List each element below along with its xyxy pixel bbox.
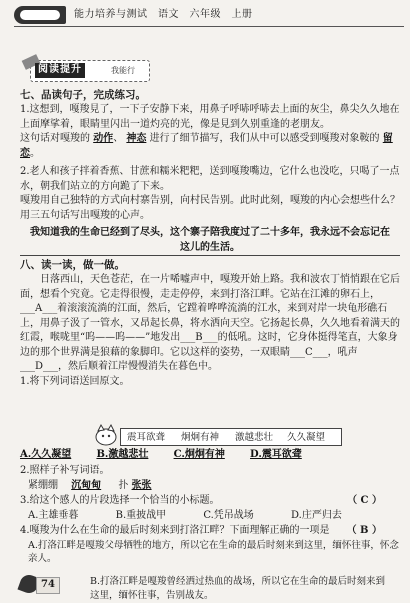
q7-answer-action: 动作 <box>93 133 114 145</box>
q7-answer-expression: 神态 <box>126 133 147 145</box>
q8-answer-b: B.激越悲壮 <box>96 449 149 460</box>
q8-item-3-answer: （ C ） <box>347 495 382 506</box>
section-tag-sub: 我能行 <box>111 66 135 75</box>
q7-answer-attachment: 留恋 <box>20 133 393 159</box>
question-8 <box>20 258 400 389</box>
question-7 <box>20 88 400 256</box>
cat-mascot-icon <box>93 423 119 447</box>
q8-answer-a: A.久久凝望 <box>20 449 72 460</box>
q8-item-4-answer: （ B ） <box>346 525 382 536</box>
header-title: 能力培养与测试 语文 六年级 上册 <box>74 9 253 20</box>
section-tag <box>30 60 150 82</box>
q7-s2-answer: 我知道我的生命已经到了尽头，这个寨子陪我度过了二十多年，我永远不会忘记在这儿的生活。 <box>20 226 400 256</box>
q8-item-2-answers: 紧绷绷 沉甸甸 扑 张张 <box>28 479 152 491</box>
q7-s2-question: 嘎羧用自己独特的方式向村寨告别，向村民告别。此时此刻，嘎羧的内心会想些什么？用三五句话写出嘎羧的心声。 <box>20 195 400 221</box>
q7-s1-text: 1.这想到，嘎羧見了，一下子安静下来，用鼻子呼哧呼哧去上面的灰尘，鼻尖久久地在上面摩挲着，眼睛里闪出一道灼亮的光，像是見到久别重逢的老朋友。 <box>20 104 400 130</box>
q8-item-3-options: A.主雄垂暮 B.重披战甲 C.凭吊战场 D.庄严归去 <box>28 509 342 521</box>
q8-item-2: 2.照样子补写词语。 紧绷绷 沉甸甸 扑 张张 <box>20 464 400 493</box>
header-rule <box>14 26 404 27</box>
q8-item-4-option-a: A.打洛江畔是嘎羧父母牺牲的地方，所以它在生命的最后时刻来到这里，缅怀往事，怀念亲人。 <box>28 539 399 565</box>
word-option: 久久凝望 <box>287 432 326 443</box>
q8-item-4-option-b: B.打洛江畔是嘎羧曾经洒过热血的战场，所以它在生命的最后时刻来到这里，缅怀往事，告别战友。 <box>90 576 386 601</box>
q7-title: 七、品读句子，完成练习。 <box>20 89 146 101</box>
q8-answer-c: C.炯炯有神 <box>173 449 225 460</box>
q7-s1-question: 这句话对嘎羧的 动作、 神态 进行了细节描写，我们从中可以感受到嘎羧对象鞍的 留恋。 <box>20 133 393 159</box>
q7-s2-text: 2.老人和孩子拌着香蕉、甘蔗和糯米粑粑，送到嘎羧嘴边，它什么也没吃，只喝了一点水，朝我们站立的方向跪了下来。 <box>20 166 400 192</box>
q8-item-1: 1.将下列词语送回原文。 <box>20 375 130 387</box>
q8-item-1-answers <box>20 448 400 463</box>
q8-item-4: 4.嘎羧为什么在生命的最后时刻来到打洛江畔？下面理解正确的一项是 （ B ） A.打洛江畔是嘎羧父母牺牲的地方，所以它在生命的最后时刻来到这里，缅怀往事，怀念亲人。 <box>20 525 399 565</box>
q8-passage: 日落西山，天色苍茫，在一片唏嘘声中，嘎羧开始上路。我和波农丁悄悄跟在它后面，想看个究竟。它走得很慢，走走停停，来到打洛江畔。它站在江滩的卵石上，___A___着滚滚流淌的江面，然后，它蹚着哗哗流淌的江水，来到对岸一块龟形礁石上，用鼻子汲了一管水，又昂起长鼻，将水洒向天空。它扬起长鼻，久久地看着满天的红霞，喉咙里“呜——呜——”地发出___B___的低吼。这时，它身体挺得笔直，大象身边的那个世界满是狼藉的象脚印。它以这样的姿势，一双眼睛___C___，吼声___D___，然后顺着江岸慢慢消失在暮色中。 <box>20 274 400 373</box>
q8-title: 八、读一读，做一做。 <box>20 259 125 271</box>
word-option: 炯炯有神 <box>181 432 220 443</box>
page-header <box>14 6 404 26</box>
page-number: 74 <box>36 577 60 594</box>
header-badge <box>14 6 66 24</box>
page-number-badge <box>14 573 84 595</box>
word-bank <box>120 428 342 446</box>
section-tag-label: 阅读提升 <box>35 63 85 78</box>
q8-answer-d: D.震耳欲聋 <box>250 449 302 460</box>
word-option: 震耳欲聋 <box>127 432 166 443</box>
word-option: 激越悲壮 <box>235 432 274 443</box>
q8-item-3: 3.给这个感人的片段选择一个恰当的小标题。 （ C ） A.主雄垂暮 B.重披战甲 C.凭吊战场 D.庄严归去 <box>20 494 400 523</box>
